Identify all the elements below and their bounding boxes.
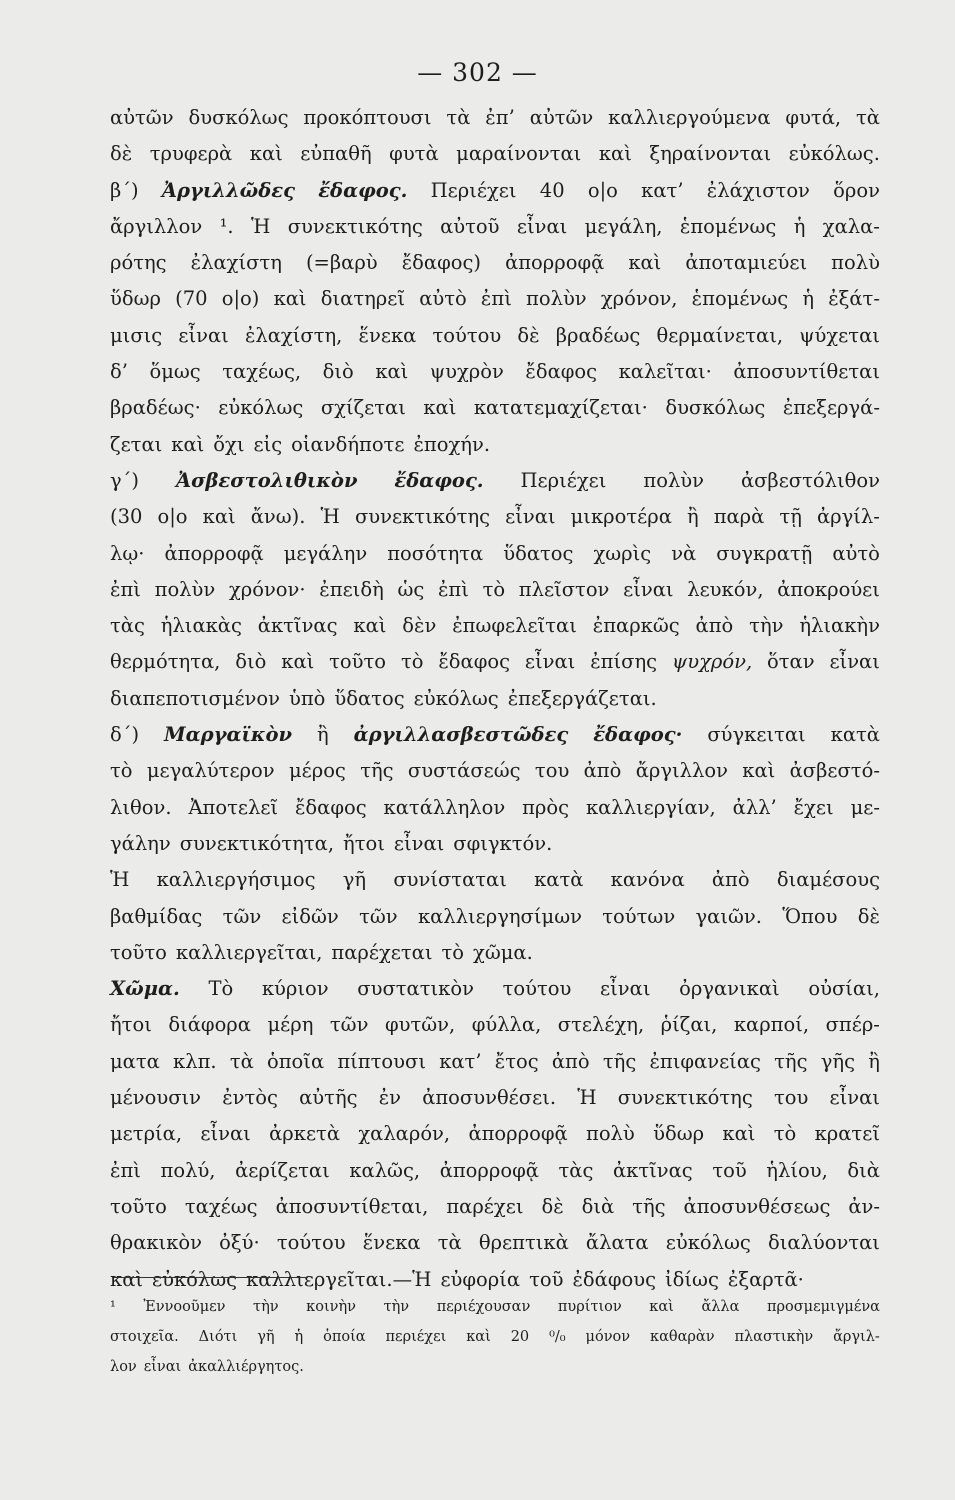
text-line: ἐπὶ πολύ, ἀερίζεται καλῶς, ἀπορροφᾷ τὰς ἀκτῖνας τοῦ ἡλίου, διὰ — [110, 1158, 880, 1182]
text-line: λιθον. Ἀποτελεῖ ἔδαφος κατάλληλον πρὸς καλλιεργίαν, ἀλλ’ ἔχει με- — [110, 795, 880, 819]
text-line: μισις εἶναι ἐλαχίστη, ἕνεκα τούτου δὲ βραδέως θερμαίνεται, ψύχεται — [110, 323, 880, 347]
text-line: γάλην συνεκτικότητα, ἤτοι εἶναι σφιγκτόν. — [110, 831, 553, 855]
text-line: λῳ· ἀπορροφᾷ μεγάλην ποσότητα ὕδατος χωρὶς νὰ συγκρατῇ αὐτὸ — [110, 541, 880, 565]
footnotes — [110, 1292, 880, 1382]
text-line: β΄) Ἀργιλλῶδες ἔδαφος. Περιέχει 40 ο|ο κατ’ ἐλάχιστον ὅρον — [110, 178, 880, 202]
text-line: ἄργιλλον ¹. Ἡ συνεκτικότης αὐτοῦ εἶναι μεγάλη, ἑπομένως ἡ χαλα- — [110, 214, 880, 238]
text-line: βαθμίδας τῶν εἰδῶν τῶν καλλιεργησίμων τούτων γαιῶν. Ὅπου δὲ — [110, 904, 880, 928]
page-number: — 302 — — [417, 58, 538, 87]
text-line: καὶ εὐκόλως καλλιεργεῖται.—Ἡ εὐφορία τοῦ ἐδάφους ἰδίως ἐξαρτᾶ· — [110, 1267, 804, 1291]
footnote-line: στοιχεῖα. Διότι γῆ ἡ ὁποία περιέχει καὶ 20 ⁰/₀ μόνον καθαρὰν πλαστικὴν ἄργιλ- — [110, 1329, 880, 1345]
text-line: αὐτῶν δυσκόλως προκόπτουσι τὰ ἐπ’ αὐτῶν καλλιεργούμενα φυτά, τὰ — [110, 106, 880, 129]
footnote-line: λον εἶναι ἀκαλλιέργητος. — [110, 1359, 304, 1375]
text-line: Ἡ καλλιεργήσιμος γῆ συνίσταται κατὰ κανόνα ἀπὸ διαμέσους — [110, 868, 880, 892]
text-line: τοῦτο ταχέως ἀποσυντίθεται, παρέχει δὲ διὰ τῆς ἀποσυνθέσεως ἀν- — [110, 1194, 880, 1218]
body-text — [110, 100, 880, 1298]
text-line: μετρία, εἶναι ἀρκετὰ χαλαρόν, ἀπορροφᾷ πολὺ ὕδωρ καὶ τὸ κρατεῖ — [110, 1122, 880, 1146]
text-line: ζεται καὶ ὄχι εἰς οἱανδήποτε ἐποχήν. — [110, 432, 491, 456]
text-line: Χῶμα. Τὸ κύριον συστατικὸν τούτου εἶναι ὀργανικαὶ οὐσίαι, — [110, 977, 880, 1001]
text-line: θερμότητα, διὸ καὶ τοῦτο τὸ ἔδαφος εἶναι ἐπίσης ψυχρόν, ὅταν εἶναι — [110, 650, 880, 674]
text-line: διαπεποτισμένον ὑπὸ ὕδατος εὐκόλως ἐπεξεργάζεται. — [110, 686, 657, 710]
footnote-line: ¹ Ἐννοοῦμεν τὴν κοινὴν τὴν περιέχουσαν πυρίτιον καὶ ἄλλα προσμεμιγμένα — [110, 1299, 880, 1315]
text-line: τὰς ἡλιακὰς ἀκτῖνας καὶ δὲν ἐπωφελεῖται ἐπαρκῶς ἀπὸ τὴν ἡλιακὴν — [110, 614, 880, 638]
text-line: τοῦτο καλλιεργεῖται, παρέχεται τὸ χῶμα. — [110, 940, 533, 964]
text-line: τὸ μεγαλύτερον μέρος τῆς συστάσεώς του ἀπὸ ἄργιλλον καὶ ἀσβεστό- — [110, 759, 880, 783]
text-line: βραδέως· εὐκόλως σχίζεται καὶ κατατεμαχίζεται· δυσκόλως ἐπεξεργά- — [110, 396, 880, 420]
text-line: ἐπὶ πολὺν χρόνον· ἐπειδὴ ὡς ἐπὶ τὸ πλεῖστον εἶναι λευκόν, ἀποκρούει — [110, 577, 880, 601]
text-line: (30 ο|ο καὶ ἄνω). Ἡ συνεκτικότης εἶναι μικροτέρα ἢ παρὰ τῇ ἀργίλ- — [110, 505, 880, 529]
text-line: θρακικὸν ὀξύ· τούτου ἕνεκα τὰ θρεπτικὰ ἄλατα εὐκόλως διαλύονται — [110, 1231, 880, 1255]
text-line: δ’ ὅμως ταχέως, διὸ καὶ ψυχρὸν ἔδαφος καλεῖται· ἀποσυντίθεται — [110, 360, 880, 384]
text-line: ρότης ἐλαχίστη (=βαρὺ ἔδαφος) ἀπορροφᾷ καὶ ἀποταμιεύει πολὺ — [110, 251, 880, 275]
text-line: ἤτοι διάφορα μέρη τῶν φυτῶν, φύλλα, στελέχη, ῥίζαι, καρποί, σπέρ- — [110, 1013, 880, 1037]
text-line: δὲ τρυφερὰ καὶ εὐπαθῆ φυτὰ μαραίνονται καὶ ξηραίνονται εὐκόλως. — [110, 142, 880, 166]
text-line: μένουσιν ἐντὸς αὐτῆς ἐν ἀποσυνθέσει. Ἡ συνεκτικότης του εἶναι — [110, 1086, 880, 1110]
footnote-divider — [112, 1277, 308, 1278]
text-line: δ΄) Μαργαϊκὸν ἢ ἀργιλλασβεστῶδες ἔδαφος· σύγκειται κατὰ — [110, 723, 880, 747]
text-line: ματα κλπ. τὰ ὁποῖα πίπτουσι κατ’ ἔτος ἀπὸ τῆς ἐπιφανείας τῆς γῆς ἢ — [110, 1049, 880, 1073]
text-line: γ΄) Ἀσβεστολιθικὸν ἔδαφος. Περιέχει πολὺν ἀσβεστόλιθον — [110, 468, 880, 492]
text-line: ὕδωρ (70 ο|ο) καὶ διατηρεῖ αὐτὸ ἐπὶ πολὺν χρόνον, ἑπομένως ἡ ἐξάτ- — [110, 287, 880, 311]
